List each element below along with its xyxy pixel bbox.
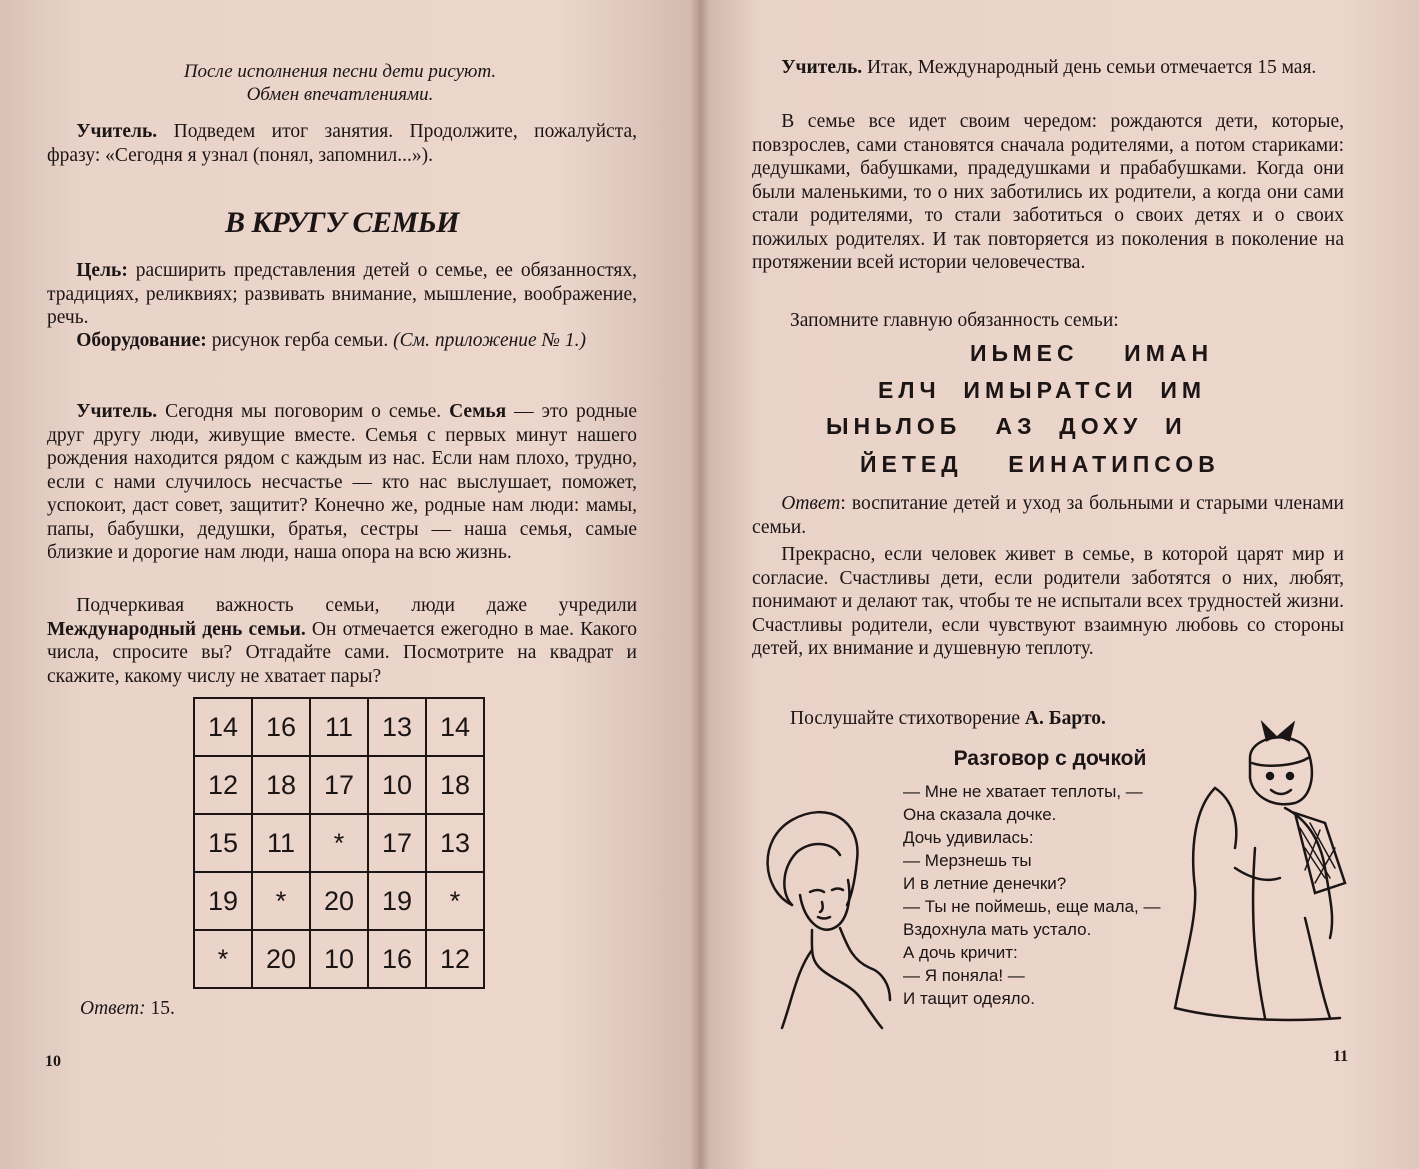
speaker-label: Учитель. <box>76 121 158 142</box>
grid-cell: 11 <box>310 698 368 756</box>
book-spine <box>690 0 710 1169</box>
grid-row <box>194 698 484 756</box>
answer-label: Ответ: <box>80 998 146 1019</box>
goal-text: расширить представления детей о семье, ее обязанностях, традициях, реликвиях; развивать внимание, мышление, воображение, речь. <box>47 260 638 328</box>
conclusion-text: Подведем итог занятия. Продолжите, пожалуйста, фразу: «Сегодня я узнал (понял, запомнил...»). <box>47 121 637 166</box>
goal-label: Цель: <box>76 260 128 281</box>
importance-paragraph <box>47 594 637 688</box>
family-cycle-paragraph <box>752 110 1344 275</box>
poem <box>903 780 1161 1010</box>
poem-line: И тащит одеяло. <box>903 989 1035 1008</box>
intro-note-line-1: После исполнения песни дети рисуют. <box>183 61 497 82</box>
grid-cell: 12 <box>194 756 252 814</box>
poem-line: Вздохнула мать устало. <box>903 920 1092 939</box>
grid-cell: 15 <box>194 814 252 872</box>
intro-note-line-2: Обмен впечатлениями. <box>246 84 434 105</box>
appendix-note: (См. приложение № 1.) <box>393 330 586 351</box>
grid-cell: 20 <box>310 872 368 930</box>
riddle-line: ЙЕТЕД ЕИНАТИПСОВ <box>860 451 1220 477</box>
goal-paragraph <box>47 259 637 330</box>
grid-row <box>194 814 484 872</box>
speaker-label: Учитель. <box>781 57 863 78</box>
grid-cell: 16 <box>252 698 310 756</box>
grid-cell: 14 <box>426 698 484 756</box>
grid-cell: 14 <box>194 698 252 756</box>
grid-cell: 12 <box>426 930 484 988</box>
answer-paragraph <box>752 492 1344 539</box>
poem-line: Она сказала дочке. <box>903 805 1057 824</box>
happy-family-text: Прекрасно, если человек живет в семье, в которой царят мир и согласие. Счастливы дети, если родители заботятся о них, любят, понимают и делают так, чтобы те не испытали всех трудностей жизни. Счастливы родители, если чувствуют взаимную любовь со стороны детей, их внимание и душевную теплоту. <box>752 544 1344 659</box>
importance-text-a: Подчеркивая важность семьи, люди даже учредили <box>76 595 637 616</box>
teacher-intro-paragraph <box>752 56 1344 80</box>
teacher-intro-text-a: Сегодня мы поговорим о семье. <box>165 401 442 422</box>
left-page <box>0 0 700 1169</box>
international-day-term: Международный день семьи. <box>47 618 306 640</box>
riddle-line: ЫНЬЛОБ АЗ ДОХУ И <box>826 413 1187 439</box>
grid-cell: 19 <box>194 872 252 930</box>
number-puzzle-grid <box>193 697 485 989</box>
daughter-illustration <box>1155 718 1365 1028</box>
conclusion-paragraph <box>47 120 637 167</box>
grid-row <box>194 930 484 988</box>
poem-line: — Ты не поймешь, еще мала, — <box>903 897 1161 916</box>
family-term: Семья <box>449 401 507 422</box>
riddle-line: ЕЛЧ ИМЫРАТСИ ИМ <box>878 377 1207 403</box>
poem-title: Разговор с дочкой <box>953 747 1147 770</box>
grid-cell: 17 <box>368 814 426 872</box>
grid-cell: 13 <box>368 698 426 756</box>
grid-cell: 16 <box>368 930 426 988</box>
grid-cell: 19 <box>368 872 426 930</box>
poem-line: И в летние денечки? <box>903 874 1067 893</box>
grid-cell: 10 <box>368 756 426 814</box>
answer-label: Ответ <box>781 493 841 514</box>
author-name: А. Барто. <box>1024 708 1106 729</box>
answer-text: : воспитание детей и уход за больными и старыми членами семьи. <box>752 493 1344 538</box>
equipment-label: Оборудование: <box>76 330 207 351</box>
teacher-intro-paragraph <box>47 400 637 565</box>
riddle-line: ИЬМЕС ИМАН <box>970 340 1214 366</box>
grid-cell: 18 <box>252 756 310 814</box>
mother-illustration <box>752 800 902 1030</box>
happy-family-paragraph <box>752 543 1344 661</box>
family-cycle-text: В семье все идет своим чередом: рождаются дети, которые, повзрослев, сами становятся сначала родителями, а потом стариками: дедушками, бабушками, прадедушками и прабабушками. Когда они были маленькими, то о них заботились их родители, а когда они сами стали родителями, то стали заботиться о своих детях и о своих пожилых родителях. И так повторяется из поколения в поколение на протяжении всей истории человечества. <box>752 111 1344 273</box>
grid-cell: 11 <box>252 814 310 872</box>
grid-row <box>194 756 484 814</box>
answer-value: 15. <box>150 998 175 1019</box>
grid-cell: 17 <box>310 756 368 814</box>
poem-line: — Я поняла! — <box>903 966 1025 985</box>
poem-line: Дочь удивилась: <box>903 828 1034 847</box>
grid-cell: * <box>310 814 368 872</box>
grid-cell: 18 <box>426 756 484 814</box>
poem-line: — Мерзнешь ты <box>903 851 1032 870</box>
teacher-intro-text: Итак, Международный день семьи отмечается 15 мая. <box>867 57 1317 78</box>
grid-row <box>194 872 484 930</box>
grid-cell: 20 <box>252 930 310 988</box>
listen-text: Послушайте стихотворение <box>790 708 1021 729</box>
poem-line: А дочь кричит: <box>903 943 1018 962</box>
grid-cell: 10 <box>310 930 368 988</box>
equipment-text: рисунок герба семьи. <box>211 330 389 351</box>
teacher-intro-text-b: — это родные друг другу люди, живущие вместе. Семья с первых минут нашего рождения находится рядом с каждым из нас. Если нам плохо, трудно, если с нами случилось несчастье — кто нас выслушает, поможет, успокоит, даст совет, защитит? Конечно же, родные нам люди: мамы, папы, бабушки, дедушки, братья, сестры — наша семья, самые близкие и дорогие нам люди, наша опора на всю жизнь. <box>47 401 638 563</box>
speaker-label: Учитель. <box>76 401 158 422</box>
importance-text-b: Он отмечается ежегодно в мае. Какого числа, спросите вы? Отгадайте сами. Посмотрите на квадрат и скажите, какому числу не хватает пары? <box>47 618 637 687</box>
intro-note <box>60 60 620 106</box>
page-number: 11 <box>1333 1048 1349 1065</box>
grid-cell: 13 <box>426 814 484 872</box>
grid-cell: * <box>426 872 484 930</box>
grid-cell: * <box>252 872 310 930</box>
equipment-paragraph <box>47 329 637 353</box>
answer-line <box>80 997 380 1021</box>
grid-cell: * <box>194 930 252 988</box>
lesson-title: В КРУГУ СЕМЬИ <box>225 206 459 239</box>
poem-line: — Мне не хватает теплоты, — <box>903 782 1143 801</box>
remember-prompt: Запомните главную обязанность семьи: <box>790 310 1119 331</box>
page-number: 10 <box>45 1053 61 1070</box>
